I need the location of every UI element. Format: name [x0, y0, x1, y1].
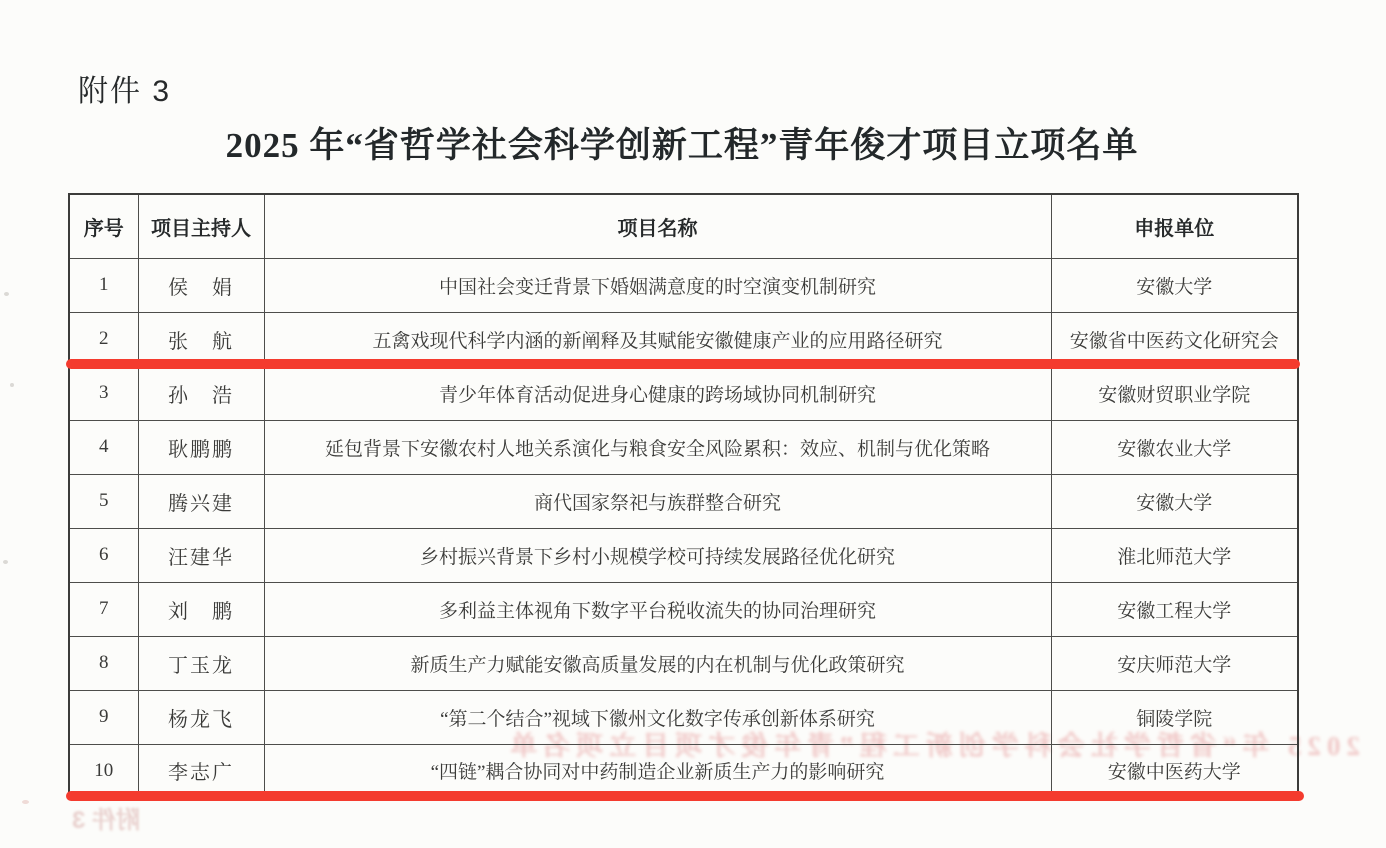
scan-speck: [4, 292, 9, 296]
row-number-cell: 7: [69, 582, 138, 636]
leader-name-cell: 杨龙飞: [138, 690, 264, 744]
red-underline-row-2: [66, 359, 1300, 369]
project-name-cell: 延包背景下安徽农村人地关系演化与粮食安全风险累积：效应、机制与优化策略: [264, 420, 1051, 474]
attachment-label: 附件 3: [78, 75, 172, 108]
organization-cell: 安徽农业大学: [1051, 420, 1298, 474]
leader-name-cell: 孙 浩: [138, 366, 264, 420]
table-row: [69, 420, 1298, 474]
header-leader: 项目主持人: [138, 194, 264, 258]
project-name-cell: “第二个结合”视域下徽州文化数字传承创新体系研究: [264, 690, 1051, 744]
ink-bleedthrough-strip: 2025 年“省哲学社会科学创新工程”青年俊才项目立项名单: [504, 731, 1360, 761]
red-underline-row-10: [66, 791, 1304, 801]
row-number-cell: 5: [69, 474, 138, 528]
row-number-cell: 9: [69, 690, 138, 744]
row-number-cell: 3: [69, 366, 138, 420]
leader-name-cell: 丁玉龙: [138, 636, 264, 690]
organization-cell: 安徽大学: [1051, 258, 1298, 312]
table-row: [69, 258, 1298, 312]
scan-speck: [3, 560, 8, 564]
row-number-cell: 8: [69, 636, 138, 690]
table-header-row: [69, 194, 1298, 258]
project-name-cell: 乡村振兴背景下乡村小规模学校可持续发展路径优化研究: [264, 528, 1051, 582]
leader-name-cell: 刘 鹏: [138, 582, 264, 636]
leader-name-cell: 张 航: [138, 312, 264, 366]
organization-cell: 安徽大学: [1051, 474, 1298, 528]
scan-speck: [22, 800, 29, 804]
row-number-cell: 4: [69, 420, 138, 474]
project-name-cell: “四链”耦合协同对中药制造企业新质生产力的影响研究: [264, 744, 1051, 798]
organization-cell: 安徽中医药大学: [1051, 744, 1298, 798]
project-name-cell: 多利益主体视角下数字平台税收流失的协同治理研究: [264, 582, 1051, 636]
organization-cell: 安庆师范大学: [1051, 636, 1298, 690]
row-number-cell: 1: [69, 258, 138, 312]
page-title: 2025 年“省哲学社会科学创新工程”青年俊才项目立项名单: [225, 126, 1139, 165]
leader-name-cell: 耿鹏鹏: [138, 420, 264, 474]
leader-name-cell: 腾兴建: [138, 474, 264, 528]
organization-cell: 安徽财贸职业学院: [1051, 366, 1298, 420]
project-approval-table: [68, 193, 1299, 799]
organization-cell: 安徽工程大学: [1051, 582, 1298, 636]
scan-speck: [10, 383, 14, 387]
table-row: [69, 582, 1298, 636]
leader-name-cell: 侯 娟: [138, 258, 264, 312]
project-name-cell: 商代国家祭祀与族群整合研究: [264, 474, 1051, 528]
project-name-cell: 五禽戏现代科学内涵的新阐释及其赋能安徽健康产业的应用路径研究: [264, 312, 1051, 366]
table-row: [69, 690, 1298, 744]
organization-cell: 淮北师范大学: [1051, 528, 1298, 582]
organization-cell: 安徽省中医药文化研究会: [1051, 312, 1298, 366]
row-number-cell: 2: [69, 312, 138, 366]
table-row: [69, 528, 1298, 582]
row-number-cell: 10: [69, 744, 138, 798]
header-no: 序号: [69, 194, 138, 258]
table-row: [69, 474, 1298, 528]
project-name-cell: 中国社会变迁背景下婚姻满意度的时空演变机制研究: [264, 258, 1051, 312]
header-project: 项目名称: [264, 194, 1051, 258]
leader-name-cell: 李志广: [138, 744, 264, 798]
table-row: [69, 312, 1298, 366]
table-row: [69, 366, 1298, 420]
project-name-cell: 青少年体育活动促进身心健康的跨场域协同机制研究: [264, 366, 1051, 420]
header-org: 申报单位: [1051, 194, 1298, 258]
table-row: [69, 744, 1298, 798]
row-number-cell: 6: [69, 528, 138, 582]
project-name-cell: 新质生产力赋能安徽高质量发展的内在机制与优化政策研究: [264, 636, 1051, 690]
table-row: [69, 636, 1298, 690]
leader-name-cell: 汪建华: [138, 528, 264, 582]
organization-cell: 铜陵学院: [1051, 690, 1298, 744]
ink-bleedthrough-corner: 附件 3: [72, 807, 141, 834]
